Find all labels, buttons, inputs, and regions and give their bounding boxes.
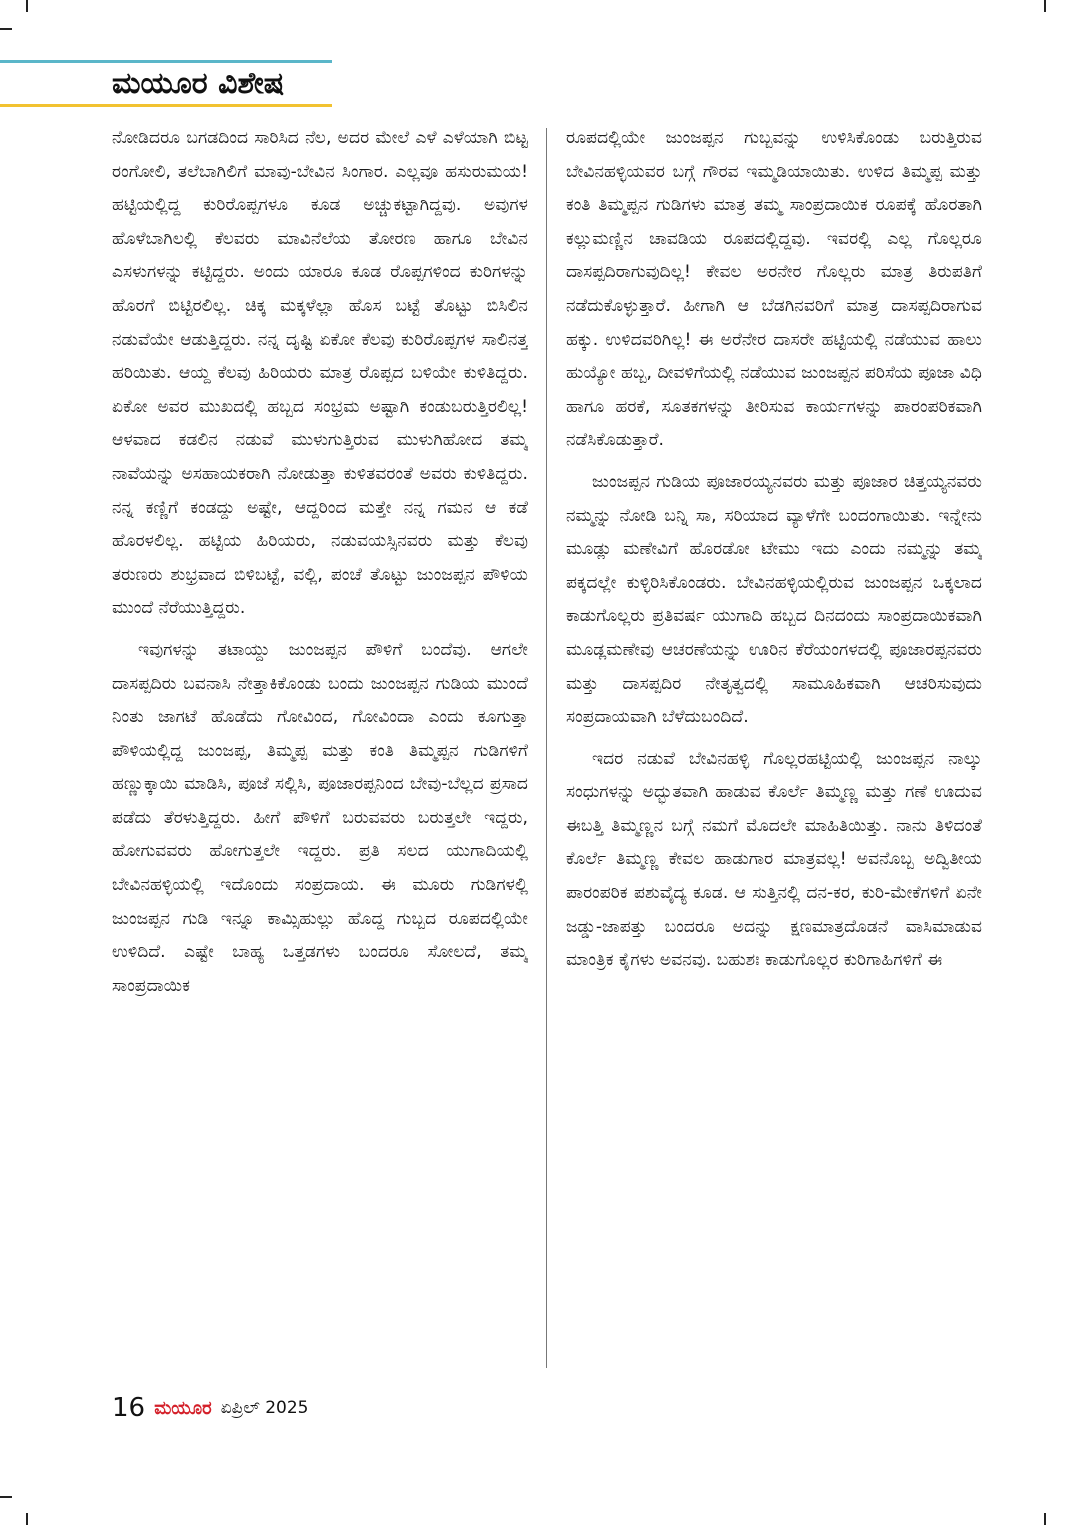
page-number: 16: [112, 1393, 146, 1423]
page-footer: [112, 1393, 309, 1433]
header-rule-bottom: [0, 104, 332, 107]
crop-mark-bottom-right: [1044, 1513, 1046, 1525]
section-title: ಮಯೂರ ವಿಶೇಷ: [112, 66, 285, 101]
article-column-left: [112, 122, 528, 1352]
paragraph: ಜುಂಜಪ್ಪನ ಗುಡಿಯ ಪೂಜಾರಯ್ಯನವರು ಮತ್ತು ಪೂಜಾರ ಚಿತ್ತಯ್ಯನವರು ನಮ್ಮನ್ನು ನೋಡಿ ಬನ್ನಿ ಸಾ, ಸರಿಯಾದ ವ್ಯಾಳೆಗೇ ಬಂದಂಗಾಯಿತು. ಇನ್ನೇನು ಮೂಡ್ಲು ಮಣೇವಿಗೆ ಹೊರಡೋ ಟೇಮು ಇದು ಎಂದು ನಮ್ಮನ್ನು ತಮ್ಮ ಪಕ್ಕದಲ್ಲೇ ಕುಳ್ಳಿರಿಸಿಕೊಂಡರು. ಬೇವಿನಹಳ್ಳಿಯಲ್ಲಿರುವ ಜುಂಜಪ್ಪನ ಒಕ್ಕಲಾದ ಕಾಡುಗೊಲ್ಲರು ಪ್ರತಿವರ್ಷ ಯುಗಾದಿ ಹಬ್ಬದ ದಿನದಂದು ಸಾಂಪ್ರದಾಯಿಕವಾಗಿ ಮೂಡ್ಲಮಣೇವು ಆಚರಣೆಯನ್ನು ಊರಿನ ಕೆರೆಯಂಗಳದಲ್ಲಿ ಪೂಜಾರಪ್ಪನವರು ಮತ್ತು ದಾಸಪ್ಪದಿರ ನೇತೃತ್ವದಲ್ಲಿ ಸಾಮೂಹಿಕವಾಗಿ ಆಚರಿಸುವುದು ಸಂಪ್ರದಾಯವಾಗಿ ಬೆಳೆದುಬಂದಿದೆ.: [566, 471, 982, 728]
crop-mark-bottom-left: [26, 1513, 28, 1525]
crop-mark-left-lower: [0, 1496, 12, 1498]
paragraph: ರೂಪದಲ್ಲಿಯೇ ಜುಂಜಪ್ಪನ ಗುಬ್ಬವನ್ನು ಉಳಿಸಿಕೊಂಡು ಬರುತ್ತಿರುವ ಬೇವಿನಹಳ್ಳಿಯವರ ಬಗ್ಗೆ ಗೌರವ ಇಮ್ಮಡಿಯಾಯಿತು. ಉಳಿದ ತಿಮ್ಮಪ್ಪ ಮತ್ತು ಕಂತಿ ತಿಮ್ಮಪ್ಪನ ಗುಡಿಗಳು ಮಾತ್ರ ತಮ್ಮ ಸಾಂಪ್ರದಾಯಿಕ ರೂಪಕ್ಕೆ ಹೊರತಾಗಿ ಕಲ್ಲುಮಣ್ಣಿನ ಚಾವಡಿಯ ರೂಪದಲ್ಲಿದ್ದವು. ಇವರಲ್ಲಿ ಎಲ್ಲ ಗೊಲ್ಲರೂ ದಾಸಪ್ಪದಿರಾಗುವುದಿಲ್ಲ! ಕೇವಲ ಅರನೇರ ಗೊಲ್ಲರು ಮಾತ್ರ ತಿರುಪತಿಗೆ ನಡೆದುಕೊಳ್ಳುತ್ತಾರೆ. ಹೀಗಾಗಿ ಆ ಬೆಡಗಿನವರಿಗೆ ಮಾತ್ರ ದಾಸಪ್ಪದಿರಾಗುವ ಹಕ್ಕು. ಉಳಿದವರಿಗಿಲ್ಲ! ಈ ಅರೆನೇರ ದಾಸರೇ ಹಟ್ಟಿಯಲ್ಲಿ ನಡೆಯುವ ಹಾಲು ಹುಯ್ಯೋ ಹಬ್ಬ, ದೀವಳಿಗೆಯಲ್ಲಿ ನಡೆಯುವ ಜುಂಜಪ್ಪನ ಪರಿಸೆಯ ಪೂಜಾ ವಿಧಿ ಹಾಗೂ ಹರಕೆ, ಸೂತಕಗಳನ್ನು ತೀರಿಸುವ ಕಾರ್ಯಗಳನ್ನು ಪಾರಂಪರಿಕವಾಗಿ ನಡೆಸಿಕೊಡುತ್ತಾರೆ.: [566, 128, 982, 451]
issue-date: ಏಪ್ರಿಲ್ 2025: [220, 1398, 309, 1418]
column-divider: [546, 128, 547, 1368]
crop-mark-top-left: [26, 0, 28, 12]
crop-mark-top-right: [1044, 0, 1046, 12]
magazine-logo: ಮಯೂರ: [154, 1397, 212, 1419]
paragraph: ಇದರ ನಡುವೆ ಬೇವಿನಹಳ್ಳಿ ಗೊಲ್ಲರಹಟ್ಟಿಯಲ್ಲಿ ಜುಂಜಪ್ಪನ ನಾಲ್ಕು ಸಂಧುಗಳನ್ನು ಅದ್ಭುತವಾಗಿ ಹಾಡುವ ಕೊರ್ಲೆ ತಿಮ್ಮಣ್ಣ ಮತ್ತು ಗಣೆ ಊದುವ ಈಬತ್ತಿ ತಿಮ್ಮಣ್ಣನ ಬಗ್ಗೆ ನಮಗೆ ಮೊದಲೇ ಮಾಹಿತಿಯಿತ್ತು. ನಾನು ತಿಳಿದಂತೆ ಕೊರ್ಲೆ ತಿಮ್ಮಣ್ಣ ಕೇವಲ ಹಾಡುಗಾರ ಮಾತ್ರವಲ್ಲ! ಅವನೊಬ್ಬ ಅದ್ವಿತೀಯ ಪಾರಂಪರಿಕ ಪಶುವೈದ್ಯ ಕೂಡ. ಆ ಸುತ್ತಿನಲ್ಲಿ ದನ-ಕರ, ಕುರಿ-ಮೇಕೆಗಳಿಗೆ ಏನೇ ಜಡ್ಡು-ಜಾಪತ್ತು ಬಂದರೂ ಅದನ್ನು ಕ್ಷಣಮಾತ್ರದೊಡನೆ ವಾಸಿಮಾಡುವ ಮಾಂತ್ರಿಕ ಕೈಗಳು ಅವನವು. ಬಹುಶಃ ಕಾಡುಗೊಲ್ಲರ ಕುರಿಗಾಹಿಗಳಿಗೆ ಈ: [566, 748, 982, 971]
article-column-right: [566, 122, 982, 1352]
paragraph: ನೋಡಿದರೂ ಬಗಡದಿಂದ ಸಾರಿಸಿದ ನೆಲ, ಅದರ ಮೇಲೆ ಎಳೆ ಎಳೆಯಾಗಿ ಬಿಟ್ಟ ರಂಗೋಲಿ, ತಲೆಬಾಗಿಲಿಗೆ ಮಾವು-ಬೇವಿನ ಸಿಂಗಾರ. ಎಲ್ಲವೂ ಹಸುರುಮಯ! ಹಟ್ಟಿಯಲ್ಲಿದ್ದ ಕುರಿರೊಪ್ಪಗಳೂ ಕೂಡ ಅಚ್ಚುಕಟ್ಟಾಗಿದ್ದವು. ಅವುಗಳ ಹೊಳೆಬಾಗಿಲಲ್ಲಿ ಕೆಲವರು ಮಾವಿನೆಲೆಯ ತೋರಣ ಹಾಗೂ ಬೇವಿನ ಎಸಳುಗಳನ್ನು ಕಟ್ಟಿದ್ದರು. ಅಂದು ಯಾರೂ ಕೂಡ ರೊಪ್ಪಗಳಿಂದ ಕುರಿಗಳನ್ನು ಹೊರಗೆ ಬಿಟ್ಟಿರಲಿಲ್ಲ. ಚಿಕ್ಕ ಮಕ್ಕಳೆಲ್ಲಾ ಹೊಸ ಬಟ್ಟೆ ತೊಟ್ಟು ಬಿಸಿಲಿನ ನಡುವೆಯೇ ಆಡುತ್ತಿದ್ದರು. ನನ್ನ ದೃಷ್ಟಿ ಏಕೋ ಕೆಲವು ಕುರಿರೊಪ್ಪಗಳ ಸಾಲಿನತ್ತ ಹರಿಯಿತು. ಆಯ್ದ ಕೆಲವು ಹಿರಿಯರು ಮಾತ್ರ ರೊಪ್ಪದ ಬಳಿಯೇ ಕುಳಿತಿದ್ದರು. ಏಕೋ ಅವರ ಮುಖದಲ್ಲಿ ಹಬ್ಬದ ಸಂಭ್ರಮ ಅಷ್ಟಾಗಿ ಕಂಡುಬರುತ್ತಿರಲಿಲ್ಲ! ಆಳವಾದ ಕಡಲಿನ ನಡುವೆ ಮುಳುಗುತ್ತಿರುವ ಮುಳುಗಿಹೋದ ತಮ್ಮ ನಾವೆಯನ್ನು ಅಸಹಾಯಕರಾಗಿ ನೋಡುತ್ತಾ ಕುಳಿತವರಂತೆ ಅವರು ಕುಳಿತಿದ್ದರು. ನನ್ನ ಕಣ್ಣಿಗೆ ಕಂಡದ್ದು ಅಷ್ಟೇ, ಆದ್ದರಿಂದ ಮತ್ತೇ ನನ್ನ ಗಮನ ಆ ಕಡೆ ಹೊರಳಲಿಲ್ಲ. ಹಟ್ಟಿಯ ಹಿರಿಯರು, ನಡುವಯಸ್ಸಿನವರು ಮತ್ತು ಕೆಲವು ತರುಣರು ಶುಭ್ರವಾದ ಬಿಳಿಬಟ್ಟೆ, ವಲ್ಲಿ, ಪಂಚೆ ತೊಟ್ಟು ಜುಂಜಪ್ಪನ ಪೌಳಿಯ ಮುಂದೆ ನೆರೆಯುತ್ತಿದ್ದರು.: [112, 128, 528, 619]
header-rule-top: [0, 60, 332, 63]
paragraph: ಇವುಗಳನ್ನು ತಟಾಯ್ದು ಜುಂಜಪ್ಪನ ಪೌಳಿಗೆ ಬಂದೆವು. ಆಗಲೇ ದಾಸಪ್ಪದಿರು ಬವನಾಸಿ ನೇತ್ತಾಕಿಕೊಂಡು ಬಂದು ಜುಂಜಪ್ಪನ ಗುಡಿಯ ಮುಂದೆ ನಿಂತು ಜಾಗಟೆ ಹೊಡೆದು ಗೋವಿಂದ, ಗೋವಿಂದಾ ಎಂದು ಕೂಗುತ್ತಾ ಪೌಳಿಯಲ್ಲಿದ್ದ ಜುಂಜಪ್ಪ, ತಿಮ್ಮಪ್ಪ ಮತ್ತು ಕಂತಿ ತಿಮ್ಮಪ್ಪನ ಗುಡಿಗಳಿಗೆ ಹಣ್ಣುಕ್ಕಾಯಿ ಮಾಡಿಸಿ, ಪೂಜೆ ಸಲ್ಲಿಸಿ, ಪೂಜಾರಪ್ಪನಿಂದ ಬೇವು-ಬೆಲ್ಲದ ಪ್ರಸಾದ ಪಡೆದು ತೆರಳುತ್ತಿದ್ದರು. ಹೀಗೆ ಪೌಳಿಗೆ ಬರುವವರು ಬರುತ್ತಲೇ ಇದ್ದರು, ಹೋಗುವವರು ಹೋಗುತ್ತಲೇ ಇದ್ದರು. ಪ್ರತಿ ಸಲದ ಯುಗಾದಿಯಲ್ಲಿ ಬೇವಿನಹಳ್ಳಿಯಲ್ಲಿ ಇದೊಂದು ಸಂಪ್ರದಾಯ. ಈ ಮೂರು ಗುಡಿಗಳಲ್ಲಿ ಜುಂಜಪ್ಪನ ಗುಡಿ ಇನ್ನೂ ಕಾಮ್ಸಿಹುಲ್ಲು ಹೊದ್ದ ಗುಬ್ಬದ ರೂಪದಲ್ಲಿಯೇ ಉಳಿದಿದೆ. ಎಷ್ಟೇ ಬಾಹ್ಯ ಒತ್ತಡಗಳು ಬಂದರೂ ಸೋಲದೆ, ತಮ್ಮ ಸಾಂಪ್ರದಾಯಿಕ: [112, 639, 528, 996]
crop-mark-left-upper: [0, 28, 12, 30]
